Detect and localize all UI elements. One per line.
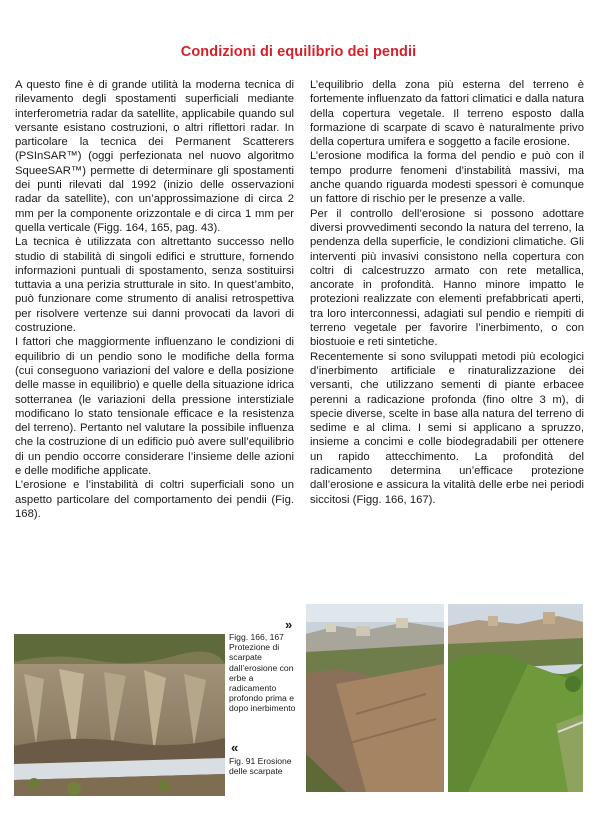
paragraph: I fattori che maggiormente influenzano le condizioni di equilibrio di un pendio sono le modifiche della forma (cui conseguono variazioni del valore e della posizione delle masse in equilibrio) e quelle della situazione idrica sotterranea (le variazioni della pressione interstiziale modificano lo stato tensionale efficace e la resistenza del terreno). Pertanto nel valutare la possibile influenza che la costruzione di un edificio può avere sull’equilibrio di un pendio occorre considerare l’insieme delle azioni e delle modifiche applicate. — [15, 336, 294, 478]
paragraph: Recentemente si sono sviluppati metodi più ecologici d’inerbimento artificiale e rinaturalizzazione dei versanti, che utilizzano sementi di piante erbacee perenni a radicazione profonda (fino oltre 3 m), di specie diverse, scelte in base alla natura del terreno di sedime e al clima. I semi si applicano a spruzzo, insieme a concimi e colle biodegradabili per ottenere un rapido attecchimento. La profondità del radicamento determina un’efficace protezione dall’erosione e assicura la vitalità delle erbe nei periodi siccitosi (Figg. 166, 167). — [310, 350, 584, 506]
slope-before-photo — [306, 604, 444, 792]
arrow-right-marker: » — [285, 617, 293, 632]
arrow-left-marker: « — [231, 740, 239, 755]
slope-after-photo — [448, 604, 583, 792]
paragraph: L’erosione e l’instabilità di coltri superficiali sono un aspetto particolare del comportamento dei pendii (Fig. 168). — [15, 479, 294, 520]
paragraph: L’equilibrio della zona più esterna del terreno è fortemente influenzato da fattori climatici e dalla natura della copertura vegetale. Il terreno esposto dalla formazione di scarpate di scavo è naturalmente privo della copertura umifera e soggetto a facile erosione. — [310, 79, 584, 149]
paragraph: L’erosione modifica la forma del pendio e può con il tempo produrre fenomeni d’instabilità massivi, ma anche quando riguarda modesti spessori è comunque un fattore di rischio per le presenze a valle. — [310, 150, 584, 206]
figure-caption-91: Fig. 91 Erosione delle scarpate — [229, 756, 292, 777]
paragraph: La tecnica è utilizzata con altrettanto successo nello studio di stabilità di singoli edifici e strutture, fornendo informazioni puntuali di spostamento, senza sostituirsi tuttavia a una perizia strutturale in sito. In quest’ambito, può funzionare come strumento di analisi retrospettiva per risolvere vertenze sui danni provocati da lavori di costruzione. — [15, 236, 294, 335]
paragraph: A questo fine è di grande utilità la moderna tecnica di rilevamento degli spostamenti superficiali mediante interferometria radar da satellite, applicabile quando sul versante esistano costruzioni, o altri riflettori radar. In particolare la tecnica dei Permanent Scatterers (PSInSAR™) (oggi perfezionata nel nuovo algoritmo SqueeSAR™) permette di determinare gli spostamenti dei punti rilevati dal 1992 (inizio delle osservazioni radar da satellite), con un’approssimazione di circa 2 mm per la componente orizzontale e di circa 1 mm per quella verticale (Figg. 164, 165, pag. 43). — [15, 79, 294, 234]
right-column — [310, 78, 584, 507]
page-title: Condizioni di equilibrio dei pendii — [180, 44, 417, 60]
eroded-slope-photo — [14, 634, 225, 796]
figure-caption-166-167: Figg. 166, 167 Protezione di scarpate dall’erosione con erbe a radicamento profondo prima e dopo inerbimento — [229, 632, 296, 714]
left-column — [15, 78, 294, 521]
paragraph: Per il controllo dell’erosione si possono adottare diversi provvedimenti secondo la natura del terreno, la pendenza della superficie, le condizioni climatiche. Gli interventi più invasivi consistono nella copertura con coltri di calcestruzzo armato con rete metallica, ancorate in profondità. Hanno minore impatto le protezioni realizzate con elementi prefabbricati aperti, tra loro interconnessi, adagiati sul pendio e riempiti di terreno vegetale per favorire l’inerbimento, o con biostuoie e reti sintetiche. — [310, 207, 584, 349]
